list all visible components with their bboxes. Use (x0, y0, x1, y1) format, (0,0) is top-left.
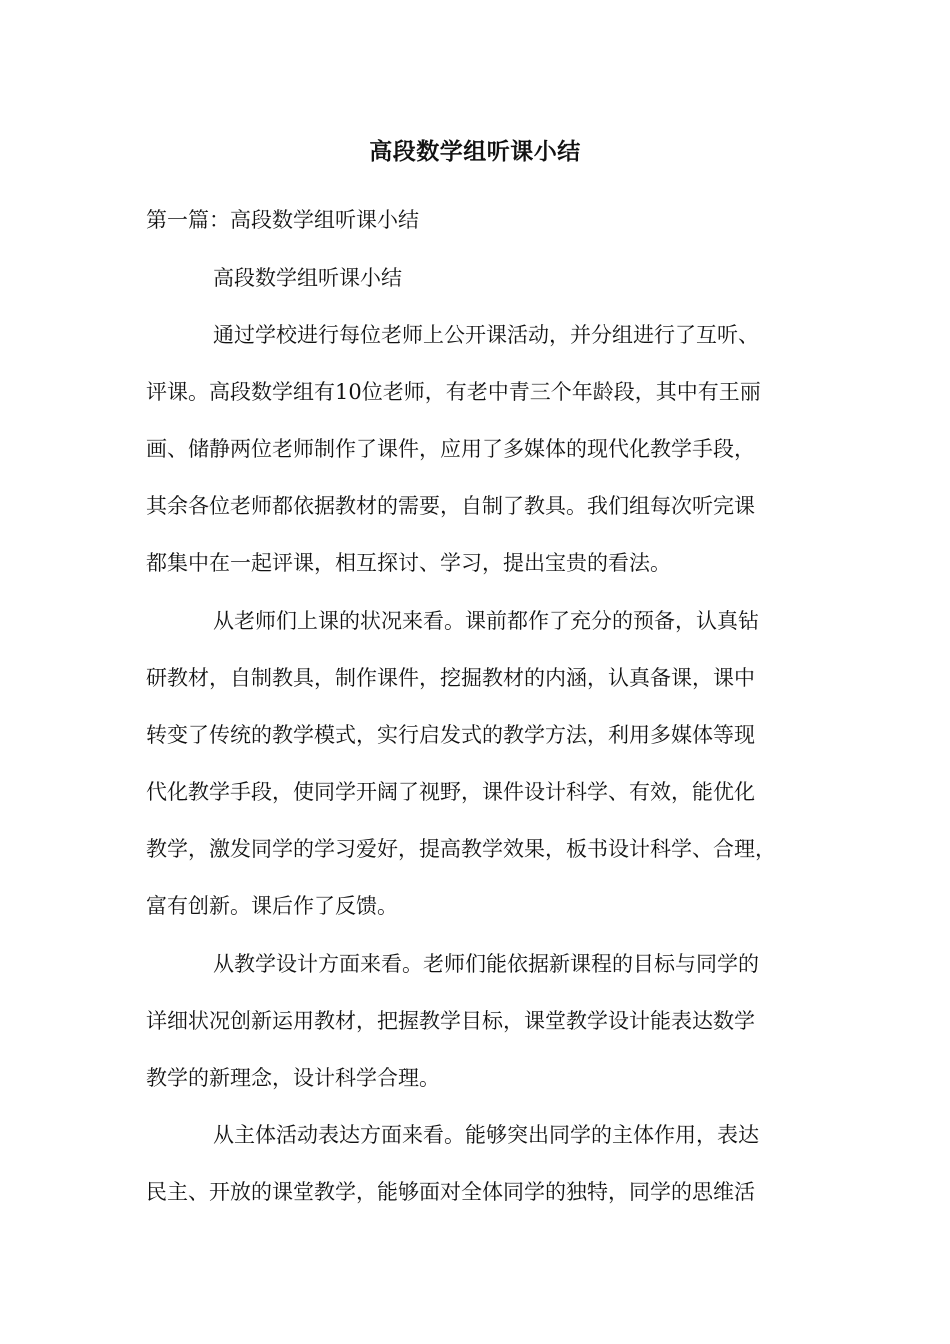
paragraph-line: 教学的新理念，设计科学合理。 (146, 1066, 440, 1090)
paragraph-line: 转变了传统的教学模式，实行启发式的教学方法，利用多媒体等现 (146, 723, 755, 747)
paragraph-line: 从主体活动表达方面来看。能够突出同学的主体作用，表达 (213, 1123, 759, 1147)
section-subtitle: 高段数学组听课小结 (213, 266, 402, 290)
paragraph-line: 从教学设计方面来看。老师们能依据新课程的目标与同学的 (213, 952, 759, 976)
paragraph-line: 详细状况创新运用教材，把握教学目标，课堂教学设计能表达数学 (146, 1009, 755, 1033)
paragraph-line: 其余各位老师都依据教材的需要，自制了教具。我们组每次听完课 (146, 494, 755, 518)
paragraph-line: 通过学校进行每位老师上公开课活动，并分组进行了互听、 (213, 323, 759, 347)
paragraph-line: 富有创新。课后作了反馈。 (146, 894, 398, 918)
section-heading: 第一篇：高段数学组听课小结 (146, 208, 419, 232)
paragraph-line: 民主、开放的课堂教学，能够面对全体同学的独特，同学的思维活 (146, 1180, 755, 1204)
paragraph-line: 教学，激发同学的学习爱好，提高教学效果，板书设计科学、合理， (146, 837, 776, 861)
paragraph-line: 代化教学手段，使同学开阔了视野，课件设计科学、有效，能优化 (146, 780, 755, 804)
paragraph-line: 从老师们上课的状况来看。课前都作了充分的预备，认真钻 (213, 609, 759, 633)
paragraph-line: 都集中在一起评课，相互探讨、学习，提出宝贵的看法。 (146, 551, 671, 575)
paragraph-line: 评课。高段数学组有10位老师，有老中青三个年龄段，其中有王丽 (146, 380, 761, 404)
paragraph-line: 画、储静两位老师制作了课件，应用了多媒体的现代化教学手段， (146, 437, 755, 461)
paragraph-line: 研教材，自制教具，制作课件，挖掘教材的内涵，认真备课，课中 (146, 666, 755, 690)
document-title: 高段数学组听课小结 (369, 138, 581, 165)
